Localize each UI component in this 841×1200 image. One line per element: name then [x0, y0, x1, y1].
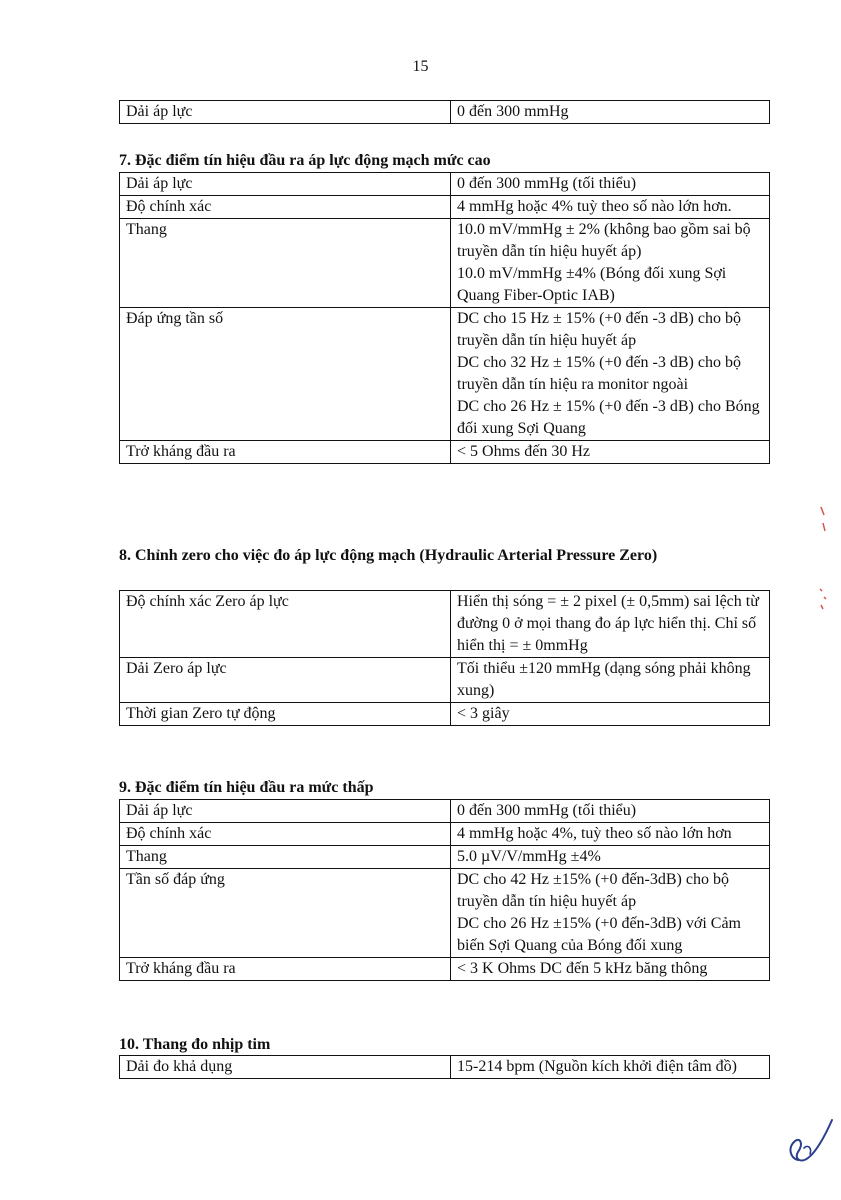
table-section-10 [119, 1055, 770, 1079]
table-cell-label: Trở kháng đầu ra [120, 958, 451, 981]
table-row [120, 823, 770, 846]
cell-line: < 3 K Ohms DC đến 5 kHz băng thông [457, 960, 708, 977]
table-row [120, 958, 770, 981]
cell-line: 4 mmHg hoặc 4% tuỳ theo số nào lớn hơn. [457, 198, 732, 215]
cell-line: 15-214 bpm (Nguồn kích khởi điện tâm đồ) [457, 1058, 737, 1075]
table-cell-label: Độ chính xác Zero áp lực [120, 591, 451, 658]
cell-line: 4 mmHg hoặc 4%, tuỳ theo số nào lớn hơn [457, 825, 732, 842]
table-row [120, 173, 770, 196]
table-cell-label: Độ chính xác [120, 823, 451, 846]
signature-initials [780, 1108, 840, 1168]
table-top-continuation [119, 100, 770, 124]
table-row [120, 101, 770, 124]
table-row [120, 196, 770, 219]
table-cell-label: Dải đo khả dụng [120, 1056, 451, 1079]
section-8-heading: 8. Chỉnh zero cho việc đo áp lực động mạch (Hydraulic Arterial Pressure Zero) [119, 547, 658, 564]
table-cell-value [451, 869, 770, 958]
table-row [120, 658, 770, 703]
cell-line: 0 đến 300 mmHg [457, 103, 569, 120]
table-cell-value [451, 800, 770, 823]
margin-mark [816, 585, 830, 615]
table-cell-value [451, 196, 770, 219]
table-row [120, 800, 770, 823]
table-row [120, 219, 770, 308]
cell-line: 10.0 mV/mmHg ±4% (Bóng đối xung Sợi Quang Fiber-Optic IAB) [457, 265, 727, 304]
table-cell-value [451, 308, 770, 441]
table-section-7 [119, 172, 770, 464]
table-cell-value [451, 703, 770, 726]
table-row [120, 441, 770, 464]
table-cell-label: Đáp ứng tần số [120, 308, 451, 441]
table-cell-value [451, 846, 770, 869]
section-9-heading: 9. Đặc điểm tín hiệu đầu ra mức thấp [119, 779, 374, 796]
cell-line: Hiển thị sóng = ± 2 pixel (± 0,5mm) sai lệch từ đường 0 ở mọi thang đo áp lực hiển thị. Chỉ số hiển thị = ± 0mmHg [457, 593, 759, 654]
table-cell-value [451, 823, 770, 846]
cell-line: 10.0 mV/mmHg ± 2% (không bao gồm sai bộ truyền dẫn tín hiệu huyết áp) [457, 221, 751, 260]
cell-line: < 5 Ohms đến 30 Hz [457, 443, 591, 460]
cell-line: DC cho 42 Hz ±15% (+0 đến-3dB) cho bộ truyền dẫn tín hiệu huyết áp [457, 871, 729, 910]
table-cell-label: Thang [120, 846, 451, 869]
table-cell-value [451, 173, 770, 196]
table-cell-value [451, 658, 770, 703]
table-cell-value [451, 1056, 770, 1079]
table-cell-label: Dải áp lực [120, 800, 451, 823]
cell-line: DC cho 26 Hz ± 15% (+0 đến -3 dB) cho Bóng đối xung Sợi Quang [457, 398, 760, 437]
table-cell-label: Dải áp lực [120, 173, 451, 196]
table-cell-value [451, 219, 770, 308]
table-cell-label: Tần số đáp ứng [120, 869, 451, 958]
table-row [120, 869, 770, 958]
table-row [120, 703, 770, 726]
table-cell-value [451, 441, 770, 464]
cell-line: 0 đến 300 mmHg (tối thiểu) [457, 802, 637, 819]
table-cell-label: Trở kháng đầu ra [120, 441, 451, 464]
table-row [120, 308, 770, 441]
cell-line: < 3 giây [457, 705, 510, 722]
page-number: 15 [412, 58, 429, 75]
table-section-9 [119, 799, 770, 981]
section-10-heading: 10. Thang đo nhịp tim [119, 1036, 271, 1053]
table-cell-label: Dải Zero áp lực [120, 658, 451, 703]
cell-line: 0 đến 300 mmHg (tối thiểu) [457, 175, 637, 192]
table-cell-value [451, 591, 770, 658]
table-cell-value [451, 101, 770, 124]
table-row [120, 591, 770, 658]
table-cell-value [451, 958, 770, 981]
table-cell-label: Độ chính xác [120, 196, 451, 219]
margin-mark [818, 505, 828, 535]
cell-line: DC cho 32 Hz ± 15% (+0 đến -3 dB) cho bộ truyền dẫn tín hiệu ra monitor ngoài [457, 354, 741, 393]
cell-line: DC cho 26 Hz ±15% (+0 đến-3dB) với Cảm biến Sợi Quang của Bóng đối xung [457, 915, 741, 954]
table-row [120, 846, 770, 869]
table-section-8 [119, 590, 770, 726]
table-cell-label: Thời gian Zero tự động [120, 703, 451, 726]
table-cell-label: Dải áp lực [120, 101, 451, 124]
cell-line: 5.0 µV/V/mmHg ±4% [457, 848, 601, 865]
cell-line: Tối thiểu ±120 mmHg (dạng sóng phải không xung) [457, 660, 751, 699]
table-cell-label: Thang [120, 219, 451, 308]
table-row [120, 1056, 770, 1079]
section-7-heading: 7. Đặc điểm tín hiệu đầu ra áp lực động mạch mức cao [119, 152, 491, 169]
cell-line: DC cho 15 Hz ± 15% (+0 đến -3 dB) cho bộ truyền dẫn tín hiệu huyết áp [457, 310, 741, 349]
